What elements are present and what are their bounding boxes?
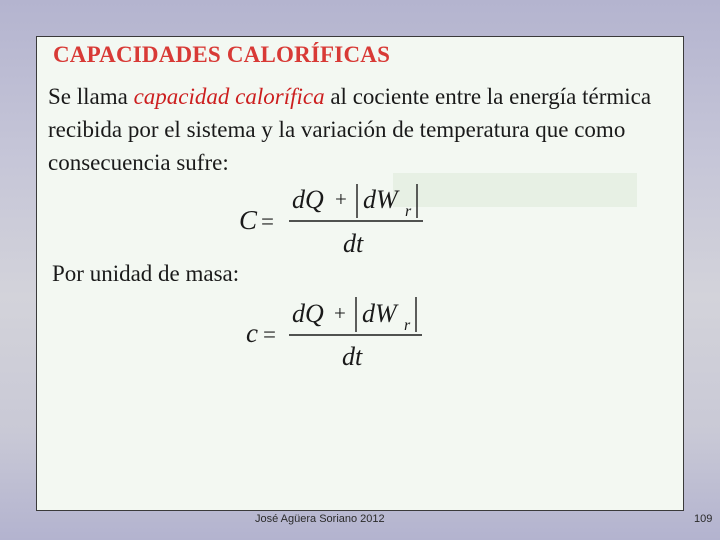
intro-paragraph — [48, 80, 680, 179]
formula-subscript: r — [404, 317, 411, 334]
formula-numerator-work: dW — [363, 185, 398, 214]
page-number: 109 — [694, 513, 713, 525]
formula-lhs: C — [239, 205, 258, 235]
footer-author: José Agüera Soriano 2012 — [255, 513, 385, 525]
formula-numerator-work: dW — [362, 299, 397, 328]
formula-lhs: c — [246, 318, 258, 348]
formula-numerator-heat: dQ — [292, 185, 324, 214]
per-mass-label: Por unidad de masa: — [52, 261, 240, 286]
formula-numerator-heat: dQ — [292, 299, 324, 328]
intro-term: capacidad calorífica — [133, 84, 325, 109]
formula-equals: = — [263, 322, 276, 347]
formula-plus: + — [335, 187, 347, 211]
heat-capacity-formula — [237, 184, 477, 269]
slide — [36, 36, 713, 525]
intro-suffix: al cociente entre la energía térmica recibida por el sistema y la variación de temperatura que como consecuencia sufre: — [48, 84, 652, 175]
slide-title: CAPACIDADES CALORÍFICAS — [53, 42, 391, 67]
intro-prefix: Se llama — [48, 84, 134, 109]
formula-denominator: dt — [343, 229, 364, 258]
specific-heat-formula — [244, 295, 484, 380]
formula-equals: = — [261, 209, 274, 234]
formula-denominator: dt — [342, 342, 363, 371]
formula-plus: + — [334, 301, 346, 325]
formula-subscript: r — [405, 203, 412, 220]
